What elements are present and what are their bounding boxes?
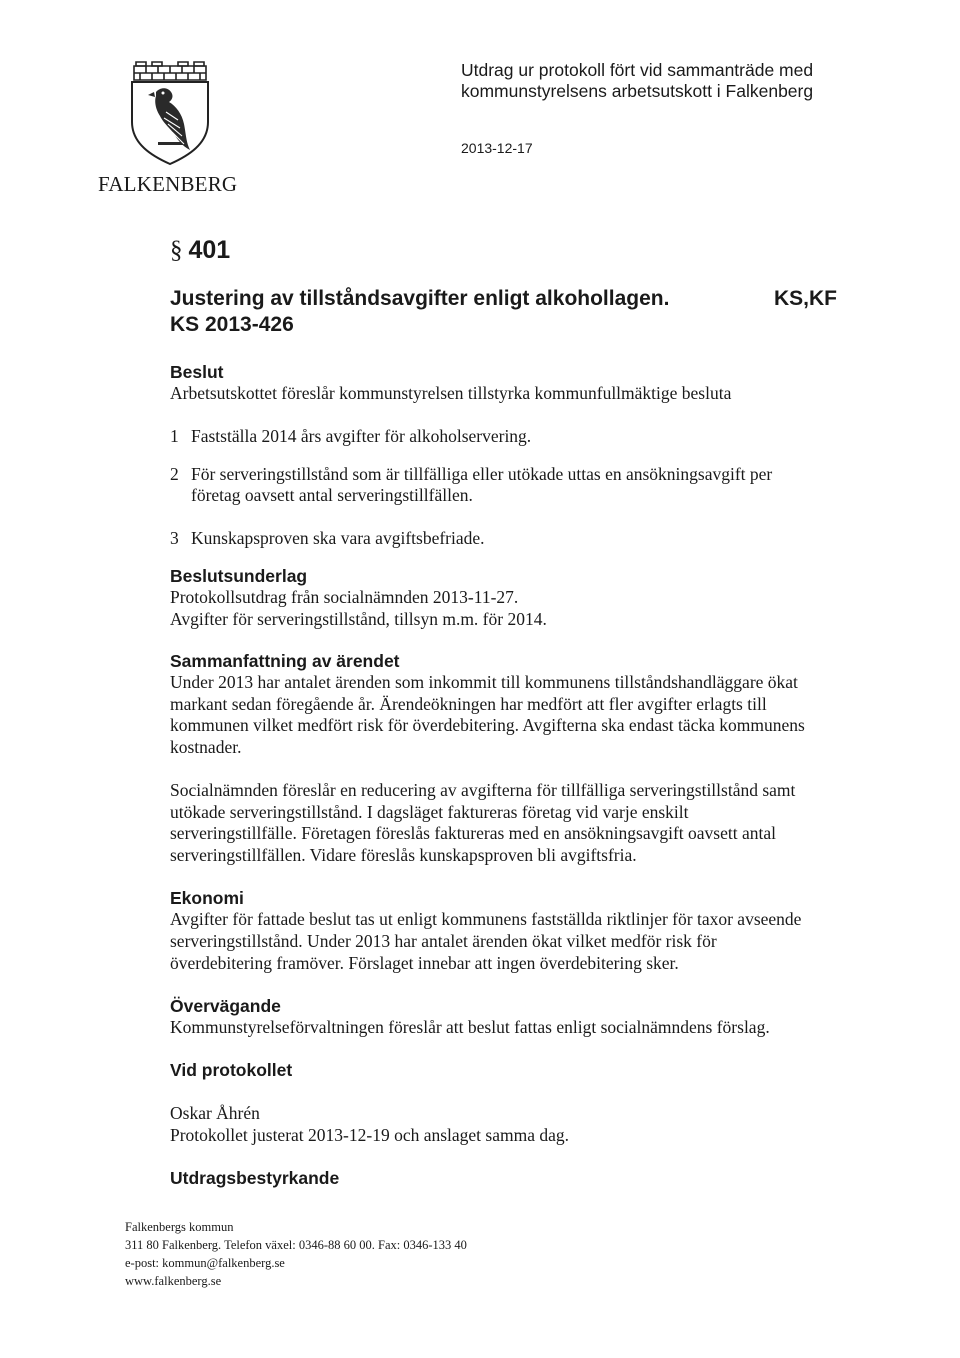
summary-line: kommunen vilket medfört risk för överdebitering. Avgifterna ska endast täcka kommunens (170, 715, 805, 735)
decision-number: 1 (170, 426, 179, 446)
section-number (170, 236, 230, 265)
summary-line: Under 2013 har antalet ärenden som inkommit till kommunens tillståndshandläggare ökat (170, 672, 798, 692)
document-header-title: Utdrag ur protokoll fört vid sammanträde med kommunstyrelsens arbetsutskott i Falkenberg (461, 60, 814, 101)
decision-text: Fastställa 2014 års avgifter för alkoholservering. (191, 426, 532, 446)
protokoll-heading: Vid protokollet (170, 1060, 293, 1080)
overvagande-heading: Övervägande (170, 996, 281, 1016)
summary-line: Socialnämnden föreslår en reducering av avgifterna för tillfälliga serveringstillstånd samt (170, 780, 796, 800)
footer-website: www.falkenberg.se (125, 1274, 222, 1288)
summary-line: serveringstillfälle. Företagen föreslås faktureras med en ansökningsavgift oavsett antal (170, 823, 776, 843)
summary-line: serveringstillfällen. Vidare föreslås kunskapsproven bli avgiftsfria. (170, 845, 637, 865)
beslut-heading: Beslut (170, 362, 224, 382)
organization-name: FALKENBERG (98, 172, 238, 196)
decision-text: För serveringstillstånd som är tillfälliga eller utökade uttas en ansökningsavgift per (191, 464, 773, 484)
footer (125, 1218, 467, 1290)
beslutsunderlag-line: Avgifter för serveringstillstånd, tillsyn m.m. för 2014. (170, 609, 547, 629)
overvagande-text: Kommunstyrelseförvaltningen föreslår att beslut fattas enligt socialnämndens förslag. (170, 1017, 770, 1037)
summary-line: utökade serveringstillstånd. I dagsläget faktureras företag vid varje enskilt (170, 802, 689, 822)
ekonomi-heading: Ekonomi (170, 888, 244, 908)
secretary-name: Oskar Åhrén (170, 1103, 260, 1123)
case-recipients: KS,KF (774, 287, 837, 310)
footer-address: 311 80 Falkenberg. Telefon växel: 0346-88 60 00. Fax: 0346-133 40 (125, 1238, 467, 1252)
utdragsbestyrkande-heading: Utdragsbestyrkande (170, 1168, 340, 1188)
section-symbol: § (170, 237, 183, 264)
beslutsunderlag-heading: Beslutsunderlag (170, 566, 308, 586)
summary-line: markant sedan föregående år. Ärendeökningen har medfört att fler avgifter erlagts till (170, 694, 767, 714)
decision-text-continued: företag oavsett antal serveringstillfällen. (191, 485, 473, 505)
ekonomi-line: överdebitering framöver. Förslaget innebar att ingen överdebitering sker. (170, 953, 679, 973)
summary-line: kostnader. (170, 737, 242, 757)
decision-number: 2 (170, 464, 179, 484)
sammanfattning-heading: Sammanfattning av ärendet (170, 651, 400, 671)
beslutsunderlag-line: Protokollsutdrag från socialnämnden 2013-11-27. (170, 587, 519, 607)
footer-org: Falkenbergs kommun (125, 1220, 234, 1234)
ekonomi-line: serveringstillstånd. Under 2013 har antalet ärenden ökat vilket medför risk för (170, 931, 717, 951)
decision-number: 3 (170, 528, 179, 548)
decision-text: Kunskapsproven ska vara avgiftsbefriade. (191, 528, 485, 548)
case-title: Justering av tillståndsavgifter enligt alkohollagen. (170, 287, 670, 310)
falkenberg-coat-of-arms-icon (128, 56, 212, 166)
ekonomi-line: Avgifter för fattade beslut tas ut enligt kommunens fastställda riktlinjer för taxor avseende (170, 909, 802, 929)
case-number: KS 2013-426 (170, 313, 294, 336)
protokoll-note: Protokollet justerat 2013-12-19 och anslaget samma dag. (170, 1125, 570, 1145)
section-number-value: 401 (188, 236, 231, 264)
meeting-date: 2013-12-17 (461, 140, 533, 156)
footer-email: e-post: kommun@falkenberg.se (125, 1256, 285, 1270)
beslut-intro: Arbetsutskottet föreslår kommunstyrelsen tillstyrka kommunfullmäktige besluta (170, 383, 732, 403)
